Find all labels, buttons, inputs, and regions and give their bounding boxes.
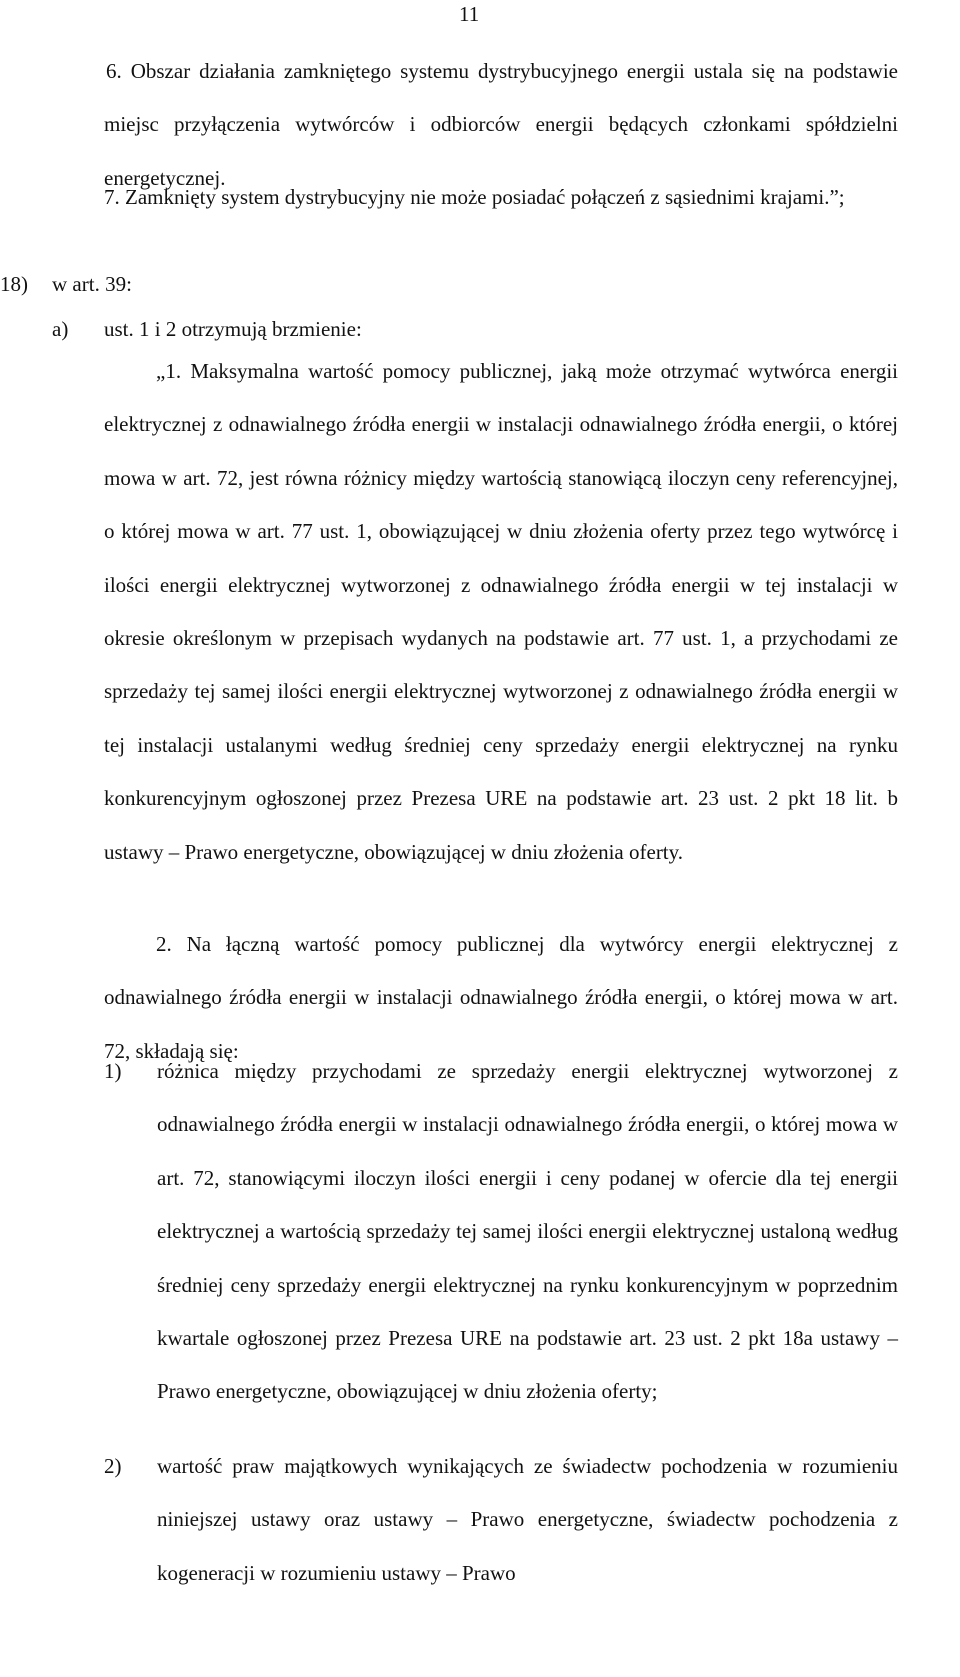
item-a-label: a) — [52, 317, 69, 341]
ust-1-paragraph: „1. Maksymalna wartość pomocy publicznej, jaką może otrzymać wytwórca energii elektrycznej z odnawialnego źródła energii w instalacji odnawialnego źródła energii, o której mowa w art. 72, jest równa różnicy między wartością stanowiącą iloczyn ceny referencyjnej, o której mowa w art. 77 ust. 1, obowiązującej w dniu złożenia oferty przez tego wytwórcę i ilości energii elektrycznej wytworzonej z odnawialnego źródła energii w tej instalacji w okresie określonym w przepisach wydanych na podstawie art. 77 ust. 1, a przychodami ze sprzedaży tej samej ilości energii elektrycznej wytworzonej z odnawialnego źródła energii w tej instalacji ustalanymi według średniej ceny sprzedaży energii elektrycznej na rynku konkurencyjnym ogłoszonej przez Prezesa URE na podstawie art. 23 ust. 2 pkt 18 lit. b ustawy – Prawo energetyczne, obowiązującej w dniu złożenia oferty. — [104, 359, 898, 864]
paragraph-6: 6. Obszar działania zamkniętego systemu dystrybucyjnego energii ustala się na podstawie miejsc przyłączenia wytwórców i odbiorców energii będących członkami spółdzielni energetycznej. — [104, 59, 898, 190]
pkt-2-label: 2) — [104, 1454, 122, 1478]
item-18-label: 18) — [0, 272, 28, 296]
pkt-1-label: 1) — [104, 1059, 122, 1083]
pkt-2-text: wartość praw majątkowych wynikających ze świadectw pochodzenia w rozumieniu niniejszej ustawy oraz ustawy – Prawo energetyczne, świadectw pochodzenia z kogeneracji w rozumieniu ustawy – Prawo — [157, 1454, 898, 1585]
pkt-1-text: różnica między przychodami ze sprzedaży energii elektrycznej wytworzonej z odnawialnego źródła energii w instalacji odnawialnego źródła energii, o której mowa w art. 72, stanowiącymi iloczyn ilości energii i ceny podanej w ofercie dla tej energii elektrycznej a wartością sprzedaży tej samej ilości energii elektrycznej ustaloną według średniej ceny sprzedaży energii elektrycznej na rynku konkurencyjnym w poprzednim kwartale ogłoszonej przez Prezesa URE na podstawie art. 23 ust. 2 pkt 18a ustawy – Prawo energetyczne, obowiązującej w dniu złożenia oferty; — [157, 1059, 898, 1404]
paragraph-7: 7. Zamknięty system dystrybucyjny nie może posiadać połączeń z sąsiednimi krajami.”; — [104, 185, 845, 209]
page-number: 11 — [459, 2, 480, 26]
ust-2-paragraph: 2. Na łączną wartość pomocy publicznej dla wytwórcy energii elektrycznej z odnawialnego źródła energii w instalacji odnawialnego źródła energii, o której mowa w art. 72, składają się: — [104, 932, 898, 1063]
item-18-text: w art. 39: — [52, 272, 132, 296]
item-a-text: ust. 1 i 2 otrzymują brzmienie: — [104, 317, 362, 341]
